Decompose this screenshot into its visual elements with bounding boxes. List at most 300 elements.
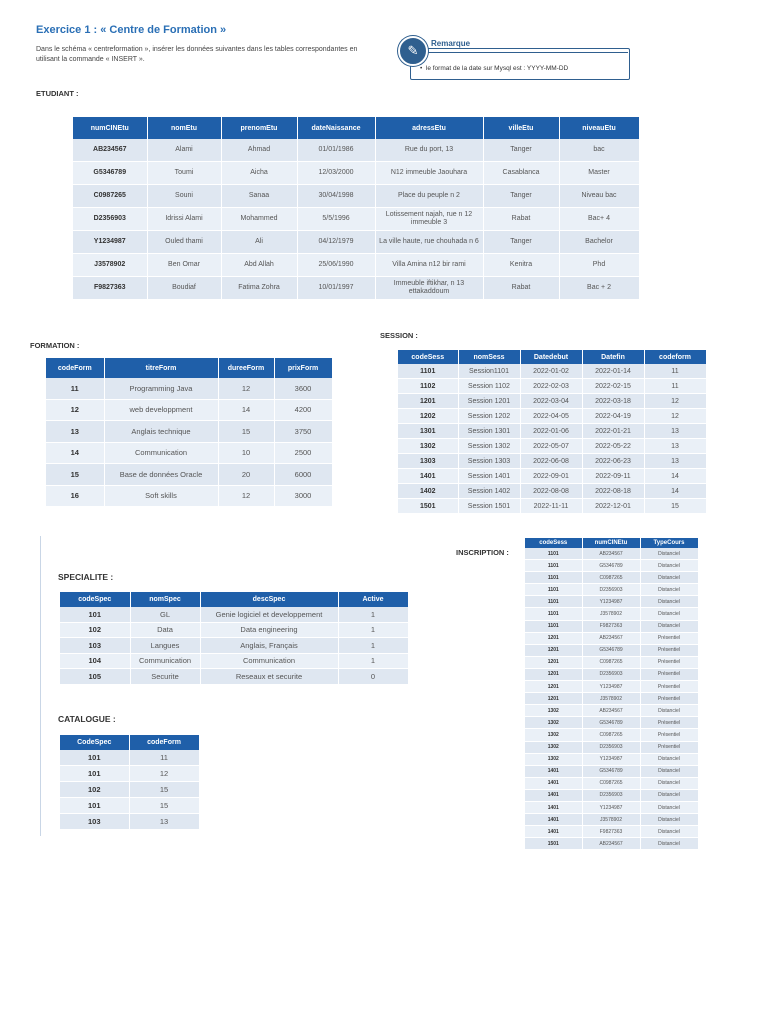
table-cell: Session 1202 bbox=[458, 409, 520, 424]
table-cell: C0987265 bbox=[582, 777, 640, 789]
table-cell: Distanciel bbox=[640, 753, 698, 765]
table-cell: Distanciel bbox=[640, 838, 698, 850]
table-cell: J3578902 bbox=[582, 814, 640, 826]
table-cell: Lotissement najah, rue n 12 immeuble 3 bbox=[375, 208, 483, 231]
column-header: niveauEtu bbox=[559, 117, 639, 139]
table-cell: 14 bbox=[644, 469, 706, 484]
table-cell: Présentiel bbox=[640, 656, 698, 668]
table-cell: 2022-03-04 bbox=[520, 394, 582, 409]
column-header: nomEtu bbox=[147, 117, 221, 139]
table-cell: Distanciel bbox=[640, 789, 698, 801]
table-cell: 2022-08-08 bbox=[520, 484, 582, 499]
column-header: adressEtu bbox=[375, 117, 483, 139]
table-row bbox=[73, 208, 639, 231]
table-cell: Alami bbox=[147, 139, 221, 162]
table-cell: Communication bbox=[200, 653, 338, 669]
table-cell: Ben Omar bbox=[147, 254, 221, 277]
column-header: villeEtu bbox=[483, 117, 559, 139]
table-row bbox=[60, 638, 408, 654]
table-cell: Présentiel bbox=[640, 741, 698, 753]
table-cell: 1101 bbox=[398, 364, 458, 379]
table-row bbox=[525, 596, 698, 608]
table-row bbox=[73, 185, 639, 208]
table-cell: 1201 bbox=[398, 394, 458, 409]
column-header: Datefin bbox=[582, 350, 644, 364]
table-header-row bbox=[398, 350, 706, 364]
column-header: dateNaissance bbox=[297, 117, 375, 139]
table-cell: Distanciel bbox=[640, 620, 698, 632]
table-cell: Soft skills bbox=[104, 485, 218, 507]
table-row bbox=[398, 439, 706, 454]
table-cell: 14 bbox=[46, 442, 104, 464]
table-cell: 1401 bbox=[525, 777, 582, 789]
column-header: dureeForm bbox=[218, 358, 274, 378]
table-cell: Session 1301 bbox=[458, 424, 520, 439]
table-cell: 2022-01-14 bbox=[582, 364, 644, 379]
table-cell: 04/12/1979 bbox=[297, 231, 375, 254]
table-cell: Session 1302 bbox=[458, 439, 520, 454]
column-header: Active bbox=[338, 592, 408, 607]
table-cell: 4200 bbox=[274, 399, 332, 421]
table-cell: Présentiel bbox=[640, 668, 698, 680]
table-cell: Villa Amina n12 bir rami bbox=[375, 254, 483, 277]
table-cell: Langues bbox=[130, 638, 200, 654]
note-icon: ✎ bbox=[398, 36, 428, 66]
table-cell: 1101 bbox=[525, 608, 582, 620]
table-cell: C0987265 bbox=[582, 572, 640, 584]
table-cell: 2022-05-22 bbox=[582, 439, 644, 454]
table-cell: Distanciel bbox=[640, 826, 698, 838]
table-cell: 14 bbox=[644, 484, 706, 499]
table-cell: D2356903 bbox=[582, 584, 640, 596]
table-cell: 1 bbox=[338, 653, 408, 669]
table-cell: 0 bbox=[338, 669, 408, 685]
column-header: numCINEtu bbox=[73, 117, 147, 139]
column-header: descSpec bbox=[200, 592, 338, 607]
table-cell: G5346789 bbox=[582, 765, 640, 777]
column-header: Datedebut bbox=[520, 350, 582, 364]
table-cell: Session 1402 bbox=[458, 484, 520, 499]
column-header: titreForm bbox=[104, 358, 218, 378]
etudiant-table bbox=[73, 117, 640, 300]
table-cell: AB234567 bbox=[73, 139, 147, 162]
table-cell: Rabat bbox=[483, 277, 559, 300]
table-cell: 1302 bbox=[525, 705, 582, 717]
table-cell: Distanciel bbox=[640, 560, 698, 572]
table-row bbox=[525, 693, 698, 705]
table-cell: Session 1501 bbox=[458, 499, 520, 514]
table-header-row bbox=[73, 117, 639, 139]
table-cell: 1101 bbox=[525, 572, 582, 584]
column-header: numCINEtu bbox=[582, 538, 640, 548]
table-cell: 1 bbox=[338, 607, 408, 622]
table-cell: 101 bbox=[60, 607, 130, 622]
table-cell: 101 bbox=[60, 798, 129, 814]
table-cell: 1303 bbox=[398, 454, 458, 469]
table-cell: Distanciel bbox=[640, 765, 698, 777]
table-row bbox=[60, 750, 199, 766]
column-header: codeForm bbox=[129, 735, 199, 750]
table-cell: Securite bbox=[130, 669, 200, 685]
table-cell: Session 1201 bbox=[458, 394, 520, 409]
table-cell: J3578902 bbox=[73, 254, 147, 277]
table-cell: 1201 bbox=[525, 656, 582, 668]
table-cell: Souni bbox=[147, 185, 221, 208]
table-cell: web developpment bbox=[104, 399, 218, 421]
table-cell: Bac+ 4 bbox=[559, 208, 639, 231]
table-cell: Distanciel bbox=[640, 584, 698, 596]
table-cell: Immeuble iftikhar, n 13 ettakaddoum bbox=[375, 277, 483, 300]
table-cell: Data engineering bbox=[200, 622, 338, 638]
table-row bbox=[525, 753, 698, 765]
table-cell: 16 bbox=[46, 485, 104, 507]
table-cell: Boudiaf bbox=[147, 277, 221, 300]
table-row bbox=[46, 464, 332, 486]
table-cell: 1501 bbox=[398, 499, 458, 514]
specialite-label: SPECIALITE : bbox=[58, 572, 114, 582]
table-cell: GL bbox=[130, 607, 200, 622]
table-row bbox=[60, 766, 199, 782]
table-cell: 13 bbox=[644, 424, 706, 439]
table-row bbox=[398, 469, 706, 484]
table-cell: C0987265 bbox=[582, 656, 640, 668]
table-cell: Distanciel bbox=[640, 801, 698, 813]
table-cell: Fatima Zohra bbox=[221, 277, 297, 300]
table-row bbox=[60, 622, 408, 638]
table-cell: 1201 bbox=[525, 668, 582, 680]
column-header: codeSess bbox=[398, 350, 458, 364]
table-row bbox=[525, 620, 698, 632]
table-cell: Phd bbox=[559, 254, 639, 277]
table-cell: Distanciel bbox=[640, 777, 698, 789]
table-cell: 11 bbox=[46, 378, 104, 399]
table-cell: Sanaa bbox=[221, 185, 297, 208]
table-cell: 2022-05-07 bbox=[520, 439, 582, 454]
table-cell: 12 bbox=[644, 394, 706, 409]
table-header-row bbox=[60, 735, 199, 750]
table-cell: 01/01/1986 bbox=[297, 139, 375, 162]
table-row bbox=[73, 254, 639, 277]
table-cell: 15 bbox=[46, 464, 104, 486]
table-cell: 1401 bbox=[525, 765, 582, 777]
table-cell: Tanger bbox=[483, 231, 559, 254]
table-cell: Aicha bbox=[221, 162, 297, 185]
table-cell: D2356903 bbox=[582, 741, 640, 753]
table-cell: AB234567 bbox=[582, 705, 640, 717]
table-cell: 11 bbox=[129, 750, 199, 766]
table-cell: Présentiel bbox=[640, 729, 698, 741]
table-cell: 1 bbox=[338, 622, 408, 638]
table-cell: Anglais, Français bbox=[200, 638, 338, 654]
side-divider bbox=[40, 536, 41, 836]
table-row bbox=[73, 162, 639, 185]
inscription-label: INSCRIPTION : bbox=[456, 548, 509, 557]
table-cell: 101 bbox=[60, 750, 129, 766]
table-header-row bbox=[525, 538, 698, 548]
table-row bbox=[60, 814, 199, 830]
table-cell: 2022-08-18 bbox=[582, 484, 644, 499]
table-row bbox=[525, 777, 698, 789]
table-cell: Distanciel bbox=[640, 596, 698, 608]
table-row bbox=[73, 277, 639, 300]
table-cell: C0987265 bbox=[73, 185, 147, 208]
table-cell: 1302 bbox=[525, 729, 582, 741]
table-cell: Ali bbox=[221, 231, 297, 254]
table-cell: AB234567 bbox=[582, 632, 640, 644]
table-cell: 1402 bbox=[398, 484, 458, 499]
table-row bbox=[525, 608, 698, 620]
table-cell: 12 bbox=[218, 378, 274, 399]
table-row bbox=[525, 814, 698, 826]
table-cell: G5346789 bbox=[582, 644, 640, 656]
table-cell: Distanciel bbox=[640, 572, 698, 584]
table-cell: Session 1401 bbox=[458, 469, 520, 484]
table-cell: 15 bbox=[218, 421, 274, 443]
table-row bbox=[398, 394, 706, 409]
table-header-row bbox=[46, 358, 332, 378]
table-cell: Y1234987 bbox=[582, 596, 640, 608]
table-cell: 12 bbox=[218, 485, 274, 507]
table-cell: F9827363 bbox=[582, 620, 640, 632]
table-row bbox=[73, 231, 639, 254]
table-row bbox=[525, 826, 698, 838]
table-row bbox=[73, 139, 639, 162]
column-header: prenomEtu bbox=[221, 117, 297, 139]
table-row bbox=[525, 789, 698, 801]
table-cell: 3600 bbox=[274, 378, 332, 399]
table-cell: 1101 bbox=[525, 596, 582, 608]
table-row bbox=[46, 485, 332, 507]
table-cell: Place du peuple n 2 bbox=[375, 185, 483, 208]
table-row bbox=[525, 765, 698, 777]
table-cell: F9827363 bbox=[73, 277, 147, 300]
table-cell: 11 bbox=[644, 379, 706, 394]
table-cell: AB234567 bbox=[582, 548, 640, 560]
page-title: Exercice 1 : « Centre de Formation » bbox=[36, 24, 227, 36]
column-header: nomSpec bbox=[130, 592, 200, 607]
table-cell: Toumi bbox=[147, 162, 221, 185]
table-cell: 104 bbox=[60, 653, 130, 669]
table-cell: Tanger bbox=[483, 139, 559, 162]
table-row bbox=[525, 548, 698, 560]
column-header: CodeSpec bbox=[60, 735, 129, 750]
table-cell: 13 bbox=[46, 421, 104, 443]
table-row bbox=[398, 409, 706, 424]
table-cell: Reseaux et securite bbox=[200, 669, 338, 685]
session-table bbox=[398, 350, 707, 514]
table-row bbox=[525, 801, 698, 813]
table-cell: Abd Allah bbox=[221, 254, 297, 277]
table-row bbox=[525, 681, 698, 693]
table-cell: Y1234987 bbox=[582, 753, 640, 765]
table-cell: 1201 bbox=[525, 632, 582, 644]
table-cell: Distanciel bbox=[640, 814, 698, 826]
table-row bbox=[398, 379, 706, 394]
etudiant-label: ETUDIANT : bbox=[36, 89, 79, 98]
table-cell: Distanciel bbox=[640, 608, 698, 620]
table-cell: Data bbox=[130, 622, 200, 638]
table-cell: 15 bbox=[129, 798, 199, 814]
table-cell: 30/04/1998 bbox=[297, 185, 375, 208]
table-cell: C0987265 bbox=[582, 729, 640, 741]
formation-table bbox=[46, 358, 333, 507]
table-cell: 2022-09-01 bbox=[520, 469, 582, 484]
table-cell: Base de données Oracle bbox=[104, 464, 218, 486]
table-cell: Y1234987 bbox=[582, 681, 640, 693]
table-cell: 1202 bbox=[398, 409, 458, 424]
table-row bbox=[525, 729, 698, 741]
formation-label: FORMATION : bbox=[30, 341, 80, 350]
session-label: SESSION : bbox=[380, 331, 418, 340]
table-cell: 12 bbox=[46, 399, 104, 421]
catalogue-label: CATALOGUE : bbox=[58, 714, 116, 724]
column-header: TypeCours bbox=[640, 538, 698, 548]
table-cell: Casablanca bbox=[483, 162, 559, 185]
table-cell: 2022-04-19 bbox=[582, 409, 644, 424]
table-cell: 1501 bbox=[525, 838, 582, 850]
table-cell: Y1234987 bbox=[582, 801, 640, 813]
table-cell: 13 bbox=[644, 439, 706, 454]
table-cell: Anglais technique bbox=[104, 421, 218, 443]
table-cell: Distanciel bbox=[640, 548, 698, 560]
table-cell: 2022-01-21 bbox=[582, 424, 644, 439]
table-cell: 2022-12-01 bbox=[582, 499, 644, 514]
table-row bbox=[398, 424, 706, 439]
table-cell: 1401 bbox=[398, 469, 458, 484]
table-cell: 6000 bbox=[274, 464, 332, 486]
table-cell: D2356903 bbox=[582, 668, 640, 680]
table-cell: 1401 bbox=[525, 801, 582, 813]
remark-text: • le format de la date sur Mysql est : YYYY-MM-DD bbox=[420, 65, 569, 72]
table-cell: 12 bbox=[129, 766, 199, 782]
table-cell: 1101 bbox=[525, 584, 582, 596]
table-cell: 15 bbox=[129, 782, 199, 798]
table-row bbox=[525, 572, 698, 584]
remark-text-value: le format de la date sur Mysql est : YYYY-MM-DD bbox=[425, 65, 569, 72]
column-header: codeSpec bbox=[60, 592, 130, 607]
remark-box bbox=[398, 36, 630, 80]
table-row bbox=[398, 364, 706, 379]
table-cell: 11 bbox=[644, 364, 706, 379]
table-cell: 13 bbox=[129, 814, 199, 830]
table-cell: 2022-06-08 bbox=[520, 454, 582, 469]
table-row bbox=[525, 705, 698, 717]
table-row bbox=[525, 741, 698, 753]
table-cell: 2022-02-03 bbox=[520, 379, 582, 394]
column-header: codeForm bbox=[46, 358, 104, 378]
remark-divider bbox=[428, 52, 628, 53]
table-cell: 2022-11-11 bbox=[520, 499, 582, 514]
table-row bbox=[60, 782, 199, 798]
table-cell: J3578902 bbox=[582, 693, 640, 705]
table-cell: 103 bbox=[60, 638, 130, 654]
column-header: codeSess bbox=[525, 538, 582, 548]
table-cell: 1101 bbox=[525, 548, 582, 560]
table-cell: Présentiel bbox=[640, 717, 698, 729]
table-cell: N12 immeuble Jaouhara bbox=[375, 162, 483, 185]
table-cell: Rue du port, 13 bbox=[375, 139, 483, 162]
table-cell: 101 bbox=[60, 766, 129, 782]
table-cell: 1302 bbox=[525, 753, 582, 765]
table-cell: 1302 bbox=[398, 439, 458, 454]
table-cell: 12 bbox=[644, 409, 706, 424]
table-cell: 3000 bbox=[274, 485, 332, 507]
table-cell: bac bbox=[559, 139, 639, 162]
table-cell: Bachelor bbox=[559, 231, 639, 254]
table-cell: 1401 bbox=[525, 814, 582, 826]
table-cell: 10 bbox=[218, 442, 274, 464]
table-cell: 15 bbox=[644, 499, 706, 514]
intro-text: Dans le schéma « centreformation », insérer les données suivantes dans les tables correspondantes en utilisant la commande « INSERT ». bbox=[36, 46, 358, 63]
table-row bbox=[46, 378, 332, 399]
table-cell: Idrissi Alami bbox=[147, 208, 221, 231]
column-header: codeform bbox=[644, 350, 706, 364]
table-cell: 1302 bbox=[525, 741, 582, 753]
table-cell: 1401 bbox=[525, 789, 582, 801]
table-cell: Ahmad bbox=[221, 139, 297, 162]
table-row bbox=[525, 656, 698, 668]
table-cell: Ouled thami bbox=[147, 231, 221, 254]
table-cell: 1301 bbox=[398, 424, 458, 439]
table-cell: 12/03/2000 bbox=[297, 162, 375, 185]
table-cell: D2356903 bbox=[73, 208, 147, 231]
table-cell: 1201 bbox=[525, 681, 582, 693]
table-cell: 1102 bbox=[398, 379, 458, 394]
table-cell: Bac + 2 bbox=[559, 277, 639, 300]
table-cell: Communication bbox=[104, 442, 218, 464]
table-row bbox=[398, 454, 706, 469]
table-cell: 14 bbox=[218, 399, 274, 421]
table-cell: AB234567 bbox=[582, 838, 640, 850]
table-cell: 2022-06-23 bbox=[582, 454, 644, 469]
table-row bbox=[46, 421, 332, 443]
table-row bbox=[60, 669, 408, 685]
table-cell: Programming Java bbox=[104, 378, 218, 399]
table-cell: Kenitra bbox=[483, 254, 559, 277]
table-cell: Session 1303 bbox=[458, 454, 520, 469]
table-cell: G5346789 bbox=[73, 162, 147, 185]
table-cell: 1201 bbox=[525, 644, 582, 656]
table-cell: G5346789 bbox=[582, 560, 640, 572]
table-cell: Niveau bac bbox=[559, 185, 639, 208]
table-row bbox=[525, 644, 698, 656]
table-cell: 2022-03-18 bbox=[582, 394, 644, 409]
table-cell: 105 bbox=[60, 669, 130, 685]
table-row bbox=[525, 584, 698, 596]
table-cell: 2022-09-11 bbox=[582, 469, 644, 484]
table-row bbox=[60, 798, 199, 814]
table-cell: 1101 bbox=[525, 560, 582, 572]
table-cell: J3578902 bbox=[582, 608, 640, 620]
table-cell: Tanger bbox=[483, 185, 559, 208]
catalogue-table bbox=[60, 735, 200, 830]
table-cell: 3750 bbox=[274, 421, 332, 443]
table-cell: 1401 bbox=[525, 826, 582, 838]
table-cell: Présentiel bbox=[640, 644, 698, 656]
table-cell: Genie logiciel et developpement bbox=[200, 607, 338, 622]
table-row bbox=[525, 717, 698, 729]
table-row bbox=[525, 560, 698, 572]
table-header-row bbox=[60, 592, 408, 607]
table-cell: 5/5/1996 bbox=[297, 208, 375, 231]
table-cell: 103 bbox=[60, 814, 129, 830]
table-row bbox=[46, 399, 332, 421]
table-cell: 13 bbox=[644, 454, 706, 469]
table-cell: 25/06/1990 bbox=[297, 254, 375, 277]
table-cell: Présentiel bbox=[640, 693, 698, 705]
table-cell: Communication bbox=[130, 653, 200, 669]
table-cell: 2022-01-02 bbox=[520, 364, 582, 379]
